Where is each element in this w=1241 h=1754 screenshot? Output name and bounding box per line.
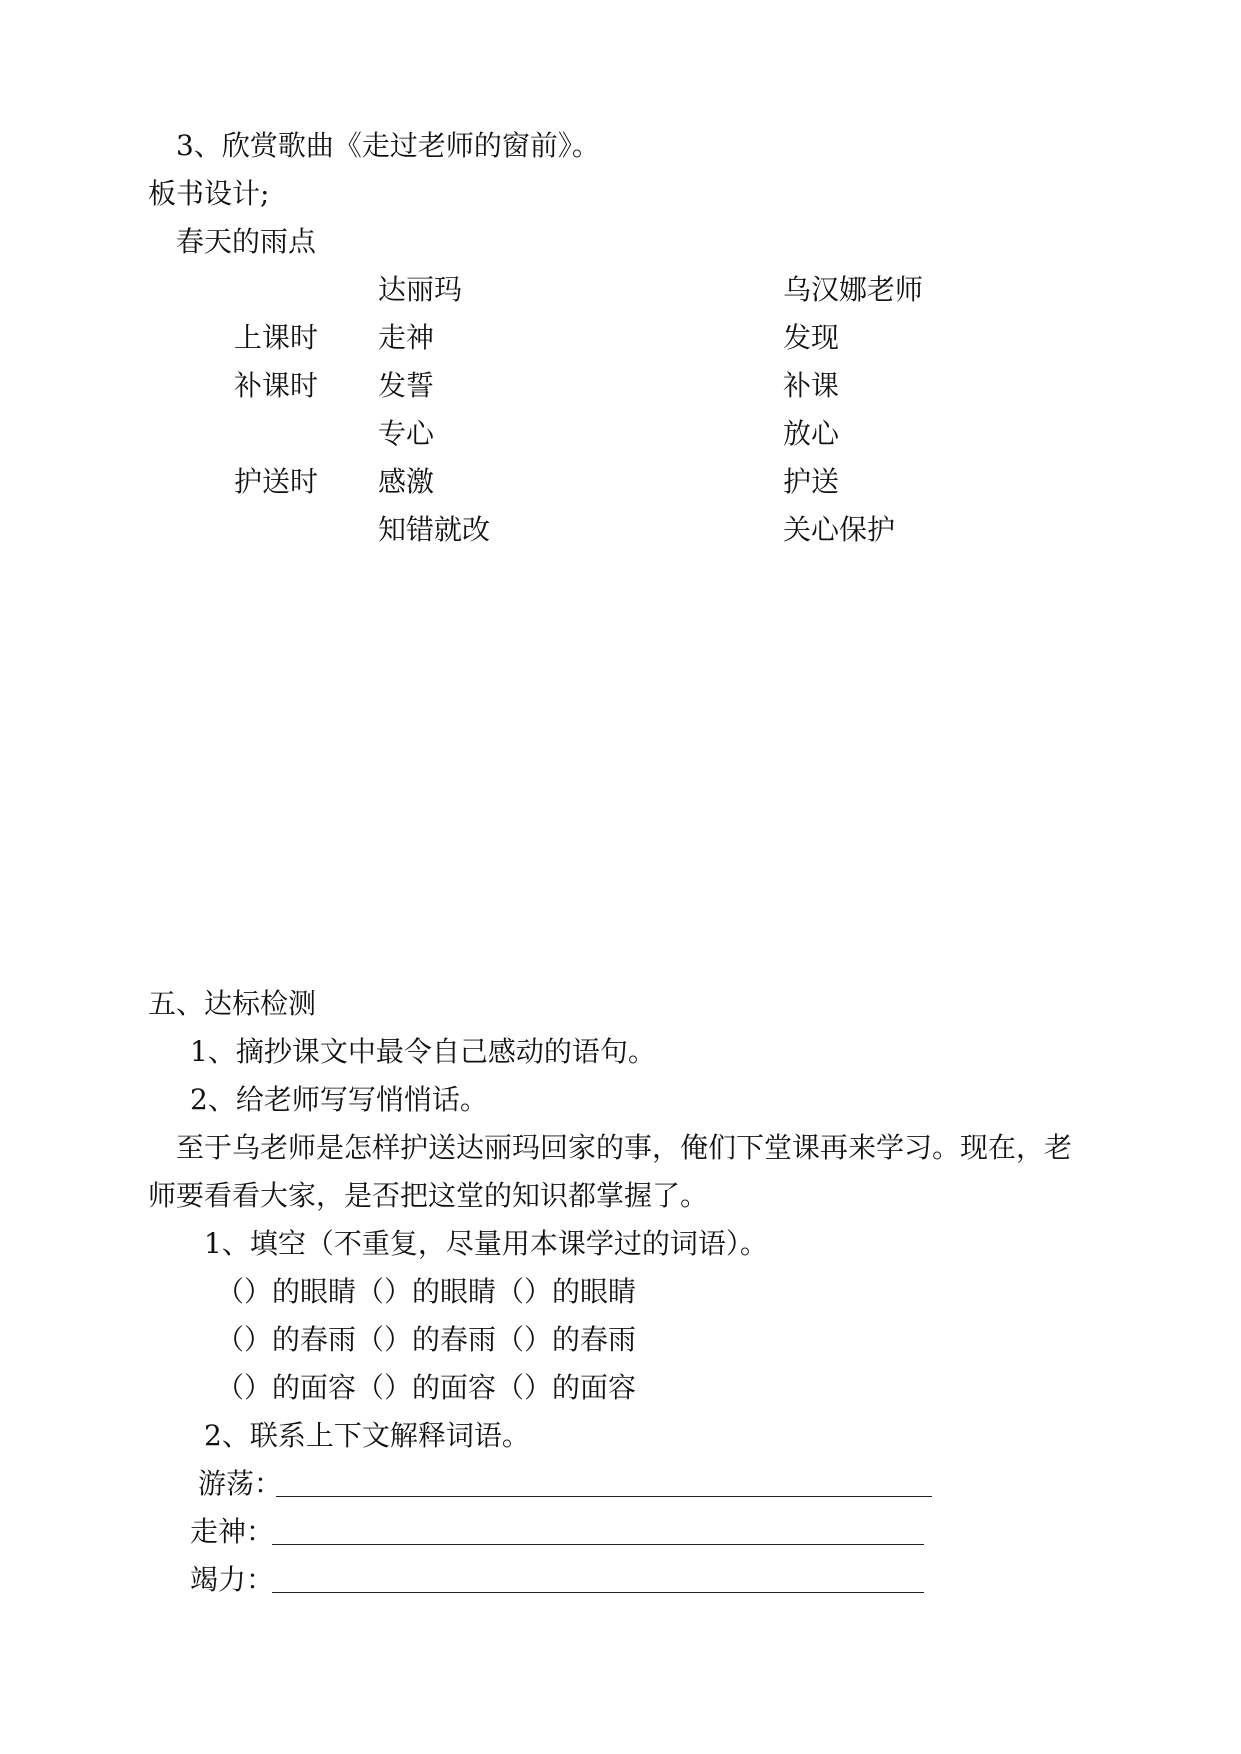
board-row-label: 补课时: [234, 369, 319, 402]
board-title: 春天的雨点: [176, 225, 317, 258]
board-row-left: 感激: [378, 465, 435, 498]
board-row-right: 护送: [783, 465, 840, 498]
board-row-left: 走神: [378, 321, 435, 354]
board-col-right-header: 乌汉娜老师: [783, 273, 924, 306]
board-row-left: 知错就改: [378, 513, 491, 546]
section-heading: 五、达标检测: [148, 987, 317, 1020]
board-row-right: 关心保护: [783, 513, 896, 546]
fill-line: （）的春雨（）的春雨（）的春雨: [216, 1323, 637, 1356]
board-heading: 板书设计;: [148, 177, 270, 210]
fill-line: （）的眼睛（）的眼睛（）的眼睛: [216, 1275, 637, 1308]
board-row-right: 补课: [783, 369, 840, 402]
fill-line: （）的面容（）的面容（）的面容: [216, 1371, 637, 1404]
board-row-left: 发誓: [378, 369, 435, 402]
task-item: 2、给老师写写悄悄话。: [190, 1083, 488, 1116]
board-row-label: 上课时: [234, 321, 319, 354]
board-row-right: 放心: [783, 417, 840, 450]
paragraph-line: 师要看看大家，是否把这堂的知识都掌握了。: [148, 1179, 709, 1212]
board-col-left-header: 达丽玛: [378, 273, 463, 306]
board-row-label: 护送时: [234, 465, 319, 498]
explain-heading: 2、联系上下文解释词语。: [204, 1419, 530, 1452]
explain-term: 走神：: [190, 1515, 275, 1548]
explain-term: 竭力：: [190, 1563, 275, 1596]
answer-line[interactable]: [272, 1592, 924, 1593]
board-row-right: 发现: [783, 321, 840, 354]
explain-term: 游荡：: [198, 1467, 283, 1500]
song-line: 3、欣赏歌曲《走过老师的窗前》。: [176, 129, 600, 162]
fill-heading: 1、填空（不重复，尽量用本课学过的词语）。: [204, 1227, 768, 1260]
paragraph-line: 至于乌老师是怎样护送达丽玛回家的事，俺们下堂课再来学习。现在，老: [176, 1131, 1073, 1164]
answer-line[interactable]: [272, 1544, 924, 1545]
board-row-left: 专心: [378, 417, 435, 450]
answer-line[interactable]: [276, 1496, 932, 1497]
task-item: 1、摘抄课文中最令自己感动的语句。: [190, 1035, 656, 1068]
